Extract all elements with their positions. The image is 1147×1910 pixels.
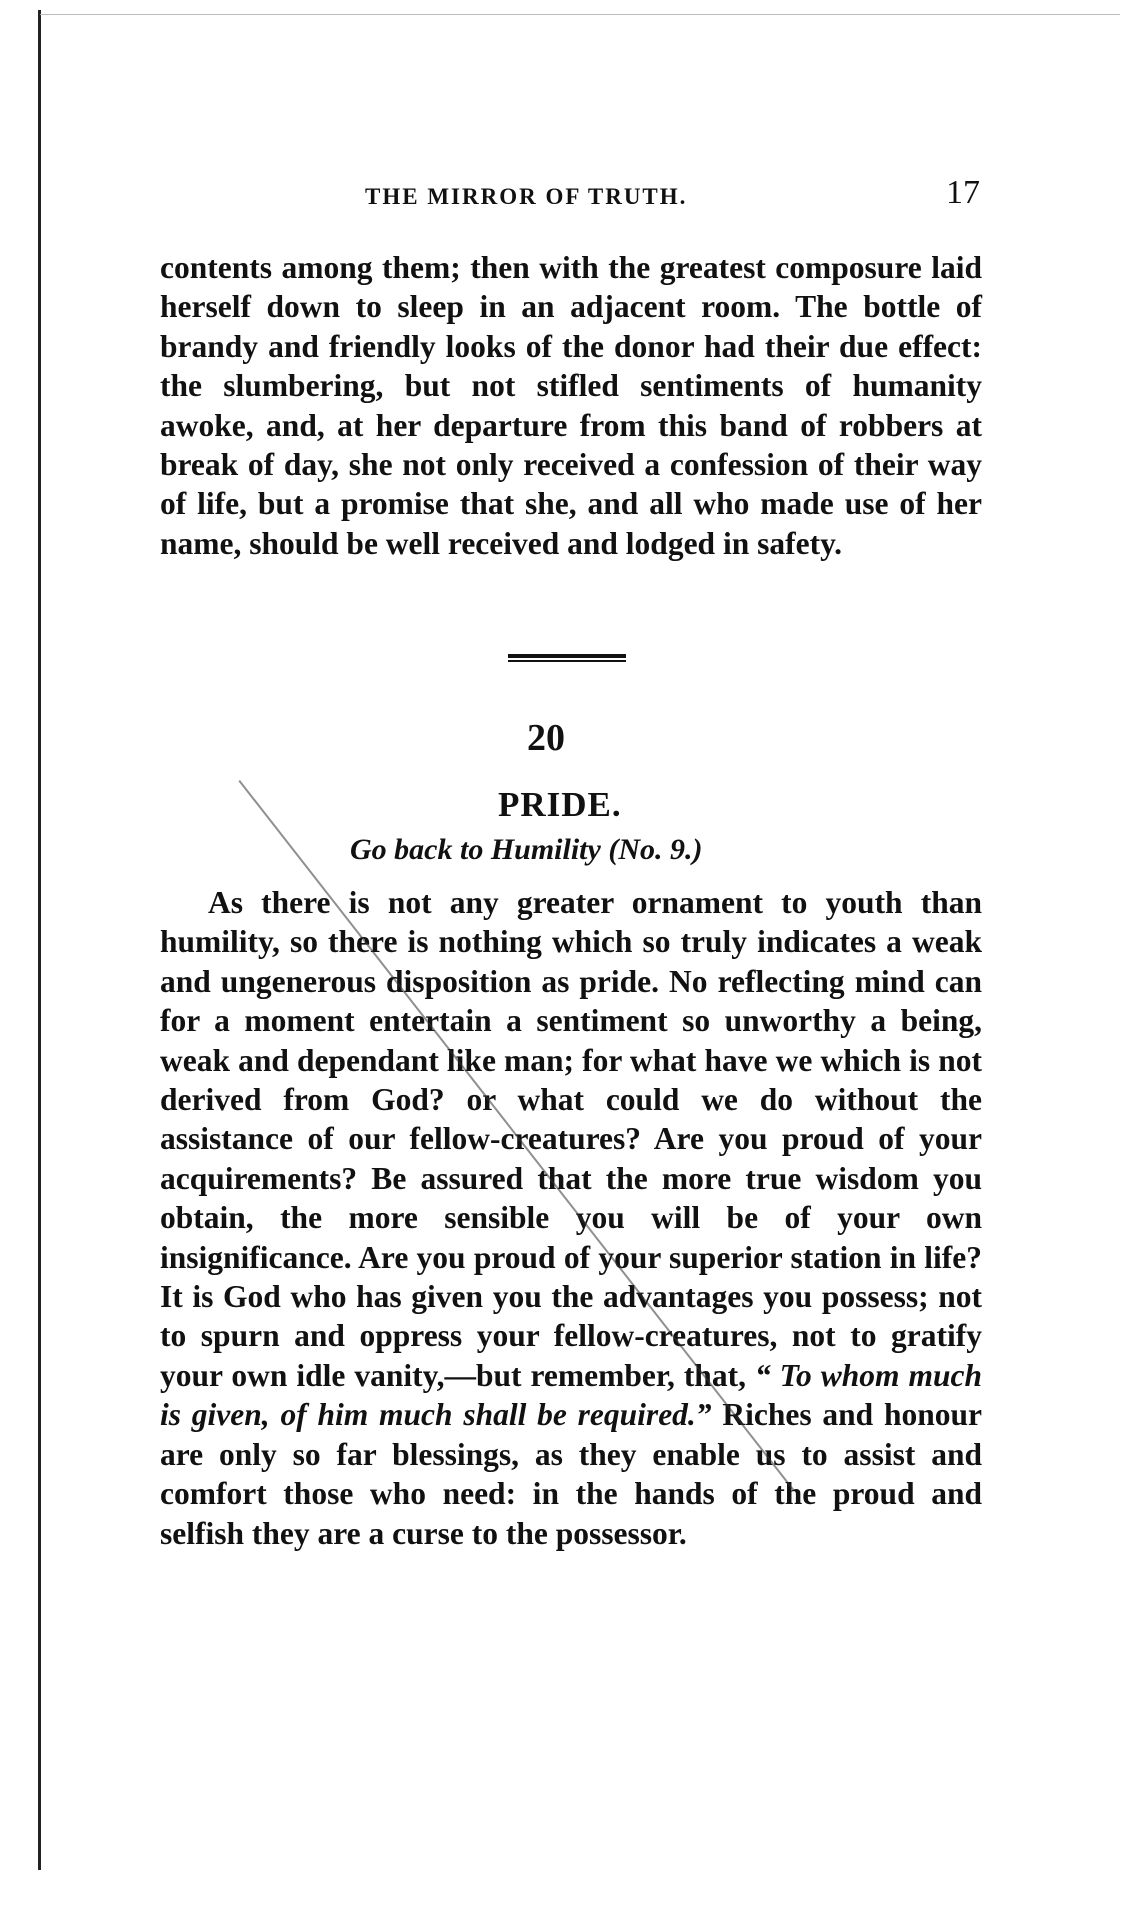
page-number: 17: [946, 174, 980, 211]
body-text-part-2: Riches and honour are only so far blessings, as they enable us to assist and comfort those who need: in the hands of the proud and selfish they are a curse to the possessor.: [160, 1397, 982, 1551]
entry-body-paragraph: [160, 883, 982, 1553]
entry-number: 20: [527, 717, 565, 759]
running-title: THE MIRROR OF TRUTH.: [365, 184, 688, 209]
page-top-edge: [40, 14, 1120, 15]
entry-title: PRIDE.: [498, 785, 622, 824]
section-divider-rule: [508, 654, 626, 662]
cross-reference: Go back to Humility (No. 9.): [350, 833, 703, 866]
scripture-quote: “ To whom much is given, of him much shall be required.”: [160, 1357, 983, 1433]
body-text-part-1: As there is not any greater ornament to youth than humility, so there is nothing which so truly indicates a weak and ungenerous disposition as pride. No reflecting mind can for a moment entertain a sentiment so unworthy a being, weak and dependant like man; for what have we which is not derived from God? or what could we do without the assistance of our fellow-creatures? Are you proud of your acquirements? Be assured that the more true wisdom you obtain, the more sensible you will be of your own insignificance. Are you proud of your superior station in life? It is God who has given you the advantages you possess; not to spurn and oppress your fellow-creatures, not to gratify your own idle vanity,—but remember, that,: [160, 885, 982, 1393]
continued-paragraph: contents among them; then with the greatest composure laid herself down to sleep in an adjacent room. The bottle of brandy and friendly looks of the donor had their due effect: the slumbering, but not stifled sentiments of humanity awoke, and, at her departure from this band of robbers at break of day, she not only received a confession of their way of life, but a promise that she, and all who made use of her name, should be well received and lodged in safety.: [160, 250, 982, 561]
page-spine-edge: [38, 10, 41, 1870]
page-header: [160, 174, 980, 218]
